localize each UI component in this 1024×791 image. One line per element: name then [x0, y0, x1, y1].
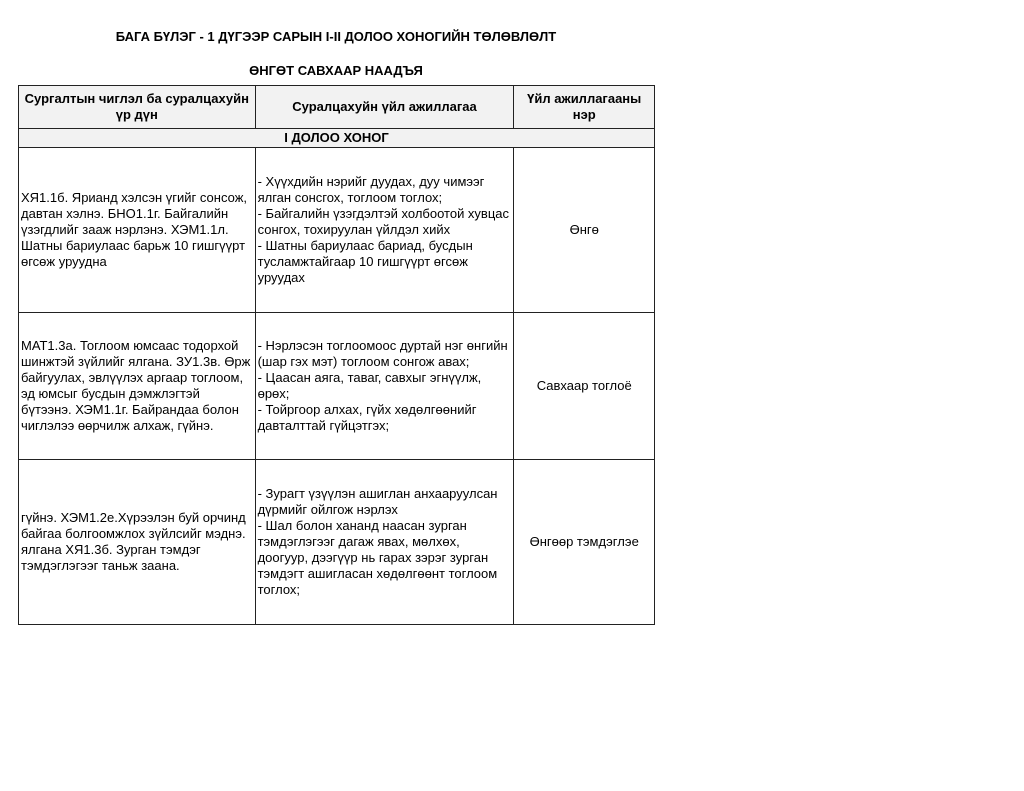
activity-name-cell: Савхаар тоглоё: [514, 313, 655, 460]
activity-line: - Тойргоор алхах, гүйх хөдөлгөөнийг давталттай гүйцэтгэх;: [257, 402, 477, 433]
activity-line: - Шал болон хананд наасан зурган тэмдэглэгээг дагаж явах, мөлхөх, доогуур, дээгүүр нь гарах зэрэг зурган тэмдэгт ашигласан хөдөлгөөнт тоглоом тоглох;: [257, 518, 498, 597]
activity-name-cell: Өнгөөр тэмдэглэе: [514, 460, 655, 625]
activity-line: - Зурагт үзүүлэн ашиглан анхааруулсан дүрмийг ойлгож нэрлэх: [257, 486, 498, 517]
goal-cell: ХЯ1.1б. Ярианд хэлсэн үгийг сонсож, давтан хэлнэ. БНО1.1г. Байгалийн үзэгдлийг зааж нэрлэнэ. ХЭМ1.1л. Шатны бариулаас барьж 10 гишгүүрт өгсөж уруудна: [19, 148, 256, 313]
activities-cell: [255, 148, 514, 313]
document-subtitle: ӨНГӨТ САВХААР НААДЪЯ: [249, 63, 423, 78]
header-activities: Суралцахуйн үйл ажиллагаа: [255, 86, 514, 129]
activity-line: - Шатны бариулаас бариад, бусдын тусламжтайгаар 10 гишгүүрт өгсөж уруудах: [257, 238, 473, 285]
table-row: [19, 148, 655, 313]
table-row: [19, 460, 655, 625]
activity-name-cell: Өнгө: [514, 148, 655, 313]
document-title: БАГА БҮЛЭГ - 1 ДҮГЭЭР САРЫН I-II ДОЛОО ХОНОГИЙН ТӨЛӨВЛӨЛТ: [115, 29, 557, 44]
table-row: [19, 313, 655, 460]
week-label: I ДОЛОО ХОНОГ: [19, 129, 655, 148]
header-goal: Сургалтын чиглэл ба суралцахуйн үр дүн: [19, 86, 256, 129]
activity-line: - Хүүхдийн нэрийг дуудах, дуу чимээг ялган сонсгох, тоглоом тоглох;: [257, 174, 485, 205]
activity-line: - Цаасан аяга, таваг, савхыг эгнүүлж, өрөх;: [257, 370, 482, 401]
header-activity-name: Үйл ажиллагааны нэр: [514, 86, 655, 129]
plan-table: [18, 85, 655, 625]
goal-cell: МАТ1.3а. Тоглоом юмсаас тодорхой шинжтэй зүйлийг ялгана. ЗУ1.3в. Өрж байгуулах, эвлүүлэх аргаар тоглоом, эд юмсыг бусдын дэмжлэгтэй бүтээнэ. ХЭМ1.1г. Байрандаа болон чиглэлээ өөрчилж алхаж, гүйнэ.: [19, 313, 256, 460]
activity-line: - Нэрлэсэн тоглоомоос дуртай нэг өнгийн (шар гэх мэт) тоглоом сонгож авах;: [257, 338, 508, 369]
activity-line: - Байгалийн үзэгдэлтэй холбоотой хувцас сонгох, тохируулан үйлдэл хийх: [257, 206, 510, 237]
activities-cell: [255, 313, 514, 460]
header-row: [19, 86, 655, 129]
week-row: [19, 129, 655, 148]
goal-cell: гүйнэ. ХЭМ1.2е.Хүрээлэн буй орчинд байгаа болгоомжлох зүйлсийг мэднэ. ялгана ХЯ1.3б. Зурган тэмдэг тэмдэглэгээг таньж заана.: [19, 460, 256, 625]
activities-cell: [255, 460, 514, 625]
